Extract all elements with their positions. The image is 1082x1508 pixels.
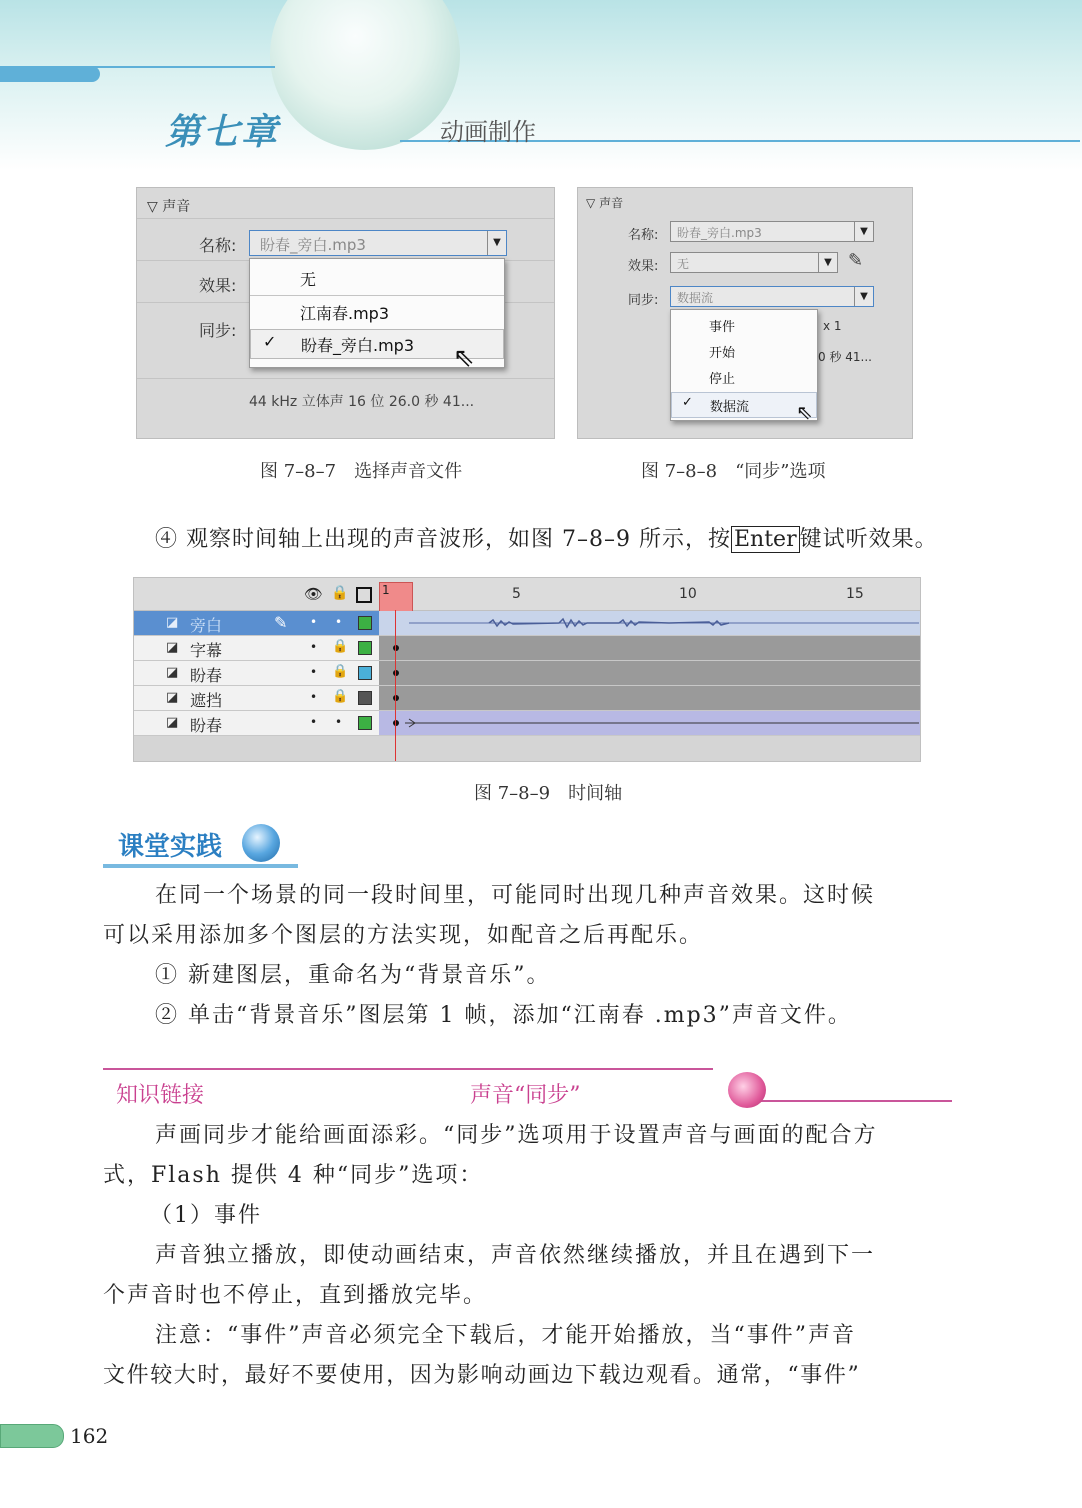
layer-name: 盼春: [190, 716, 223, 735]
chevron-down-icon: ▽: [586, 196, 596, 210]
page-number-tab: [0, 1424, 64, 1448]
paragraph-line: 式，Flash 提供 4 种“同步”选项：: [103, 1163, 484, 1188]
knowledge-rule: [760, 1100, 952, 1102]
layer-frames[interactable]: [379, 661, 920, 685]
layer-name: 字幕: [190, 641, 223, 660]
layer-icon: ◪: [166, 715, 179, 730]
menu-item[interactable]: [671, 316, 817, 338]
step-1-text: ① 新建图层，重命名为“背景音乐”。: [155, 963, 551, 988]
timeline-header: [134, 578, 920, 611]
sound-info-partial: 0 秒 41...: [818, 350, 872, 364]
layer-frames[interactable]: [379, 686, 920, 710]
layer-color-swatch[interactable]: [358, 666, 372, 680]
knowledge-title: 知识链接: [116, 1083, 205, 1108]
effect-label: 效果:: [628, 259, 659, 274]
step-4-text: [155, 522, 938, 553]
layer-icon: ◪: [166, 690, 179, 705]
layer-row[interactable]: [134, 686, 920, 711]
sound-waveform: [409, 611, 919, 635]
timeline-panel: [133, 577, 921, 762]
eye-icon[interactable]: 👁: [304, 585, 324, 603]
paragraph-line: 个声音时也不停止，直到播放完毕。: [103, 1283, 488, 1308]
playhead-line: [395, 610, 396, 761]
section-title-practice: 课堂实践: [118, 832, 223, 862]
menu-item[interactable]: [671, 342, 817, 364]
layer-header[interactable]: [134, 611, 379, 635]
layer-row[interactable]: [134, 636, 920, 661]
paragraph-line: 文件较大时，最好不要使用，因为影响动画边下载边观看。通常，“事件”: [103, 1363, 861, 1388]
step-text: ④ 观察时间轴上出现的声音波形，如图 7–8–9 所示，按: [155, 527, 731, 552]
page-header: [0, 0, 1082, 170]
menu-item-label: 无: [300, 270, 317, 289]
keyframe[interactable]: [393, 645, 399, 651]
lock-icon[interactable]: 🔒: [332, 639, 349, 654]
checkmark-icon: ✓: [263, 332, 277, 351]
step-2-text: ② 单击“背景音乐”图层第 1 帧，添加“江南春 .mp3”声音文件。: [155, 1003, 852, 1028]
enter-key-label: Enter: [731, 526, 800, 553]
outline-icon[interactable]: [356, 587, 372, 603]
section-title: 声音: [599, 196, 624, 210]
lock-icon[interactable]: 🔒: [331, 585, 349, 601]
globe-decoration: [270, 0, 460, 150]
name-label: 名称:: [199, 236, 237, 255]
lock-icon[interactable]: 🔒: [332, 689, 349, 704]
layer-color-swatch[interactable]: [358, 691, 372, 705]
menu-item[interactable]: [671, 368, 817, 390]
select-value: 无: [677, 257, 690, 271]
figure-caption: 图 7–8–7 选择声音文件: [260, 461, 463, 482]
menu-item-label: 盼春_旁白.mp3: [301, 336, 415, 355]
paragraph-line: 声音独立播放，即使动画结束，声音依然继续播放，并且在遇到下一: [155, 1243, 876, 1268]
layer-name: 旁白: [190, 616, 223, 635]
frame-number: 5: [512, 586, 521, 602]
menu-separator: [250, 295, 504, 296]
select-value: 数据流: [677, 291, 714, 305]
section-underline: [103, 864, 298, 868]
playhead[interactable]: [379, 582, 413, 612]
section-header[interactable]: [147, 196, 190, 216]
step-text: 键试听效果。: [799, 527, 938, 552]
select-value: 盼春_旁白.mp3: [677, 226, 762, 240]
layer-frames[interactable]: [379, 611, 920, 635]
layer-row[interactable]: [134, 661, 920, 686]
divider: [137, 378, 554, 379]
paragraph-line: 注意：“事件”声音必须完全下载后，才能开始播放，当“事件”声音: [155, 1323, 856, 1348]
layer-color-swatch[interactable]: [358, 716, 372, 730]
menu-item[interactable]: [250, 267, 504, 291]
dropdown-arrow-icon: ▼: [487, 231, 506, 255]
figure-7-8-8-sound-panel: [577, 187, 913, 439]
checkmark-icon: ✓: [682, 395, 693, 410]
lock-dot[interactable]: •: [335, 715, 343, 729]
sync-select[interactable]: [670, 286, 874, 307]
layer-name: 遮挡: [190, 691, 223, 710]
repeat-count: x 1: [823, 319, 842, 333]
layer-color-swatch[interactable]: [358, 641, 372, 655]
frame-number: 1: [382, 583, 390, 597]
paragraph-line: 可以采用添加多个图层的方法实现，如配音之后再配乐。: [103, 923, 704, 948]
sound-name-select[interactable]: [249, 230, 507, 256]
figure-caption: 图 7–8–8 “同步”选项: [641, 461, 826, 482]
paragraph-line: 声画同步才能给画面添彩。“同步”选项用于设置声音与画面的配合方: [155, 1123, 878, 1148]
keyframe[interactable]: [393, 670, 399, 676]
layer-frames[interactable]: [379, 636, 920, 660]
lock-icon[interactable]: 🔒: [332, 664, 349, 679]
visibility-dot[interactable]: •: [310, 640, 318, 654]
section-header[interactable]: [586, 194, 623, 211]
subheading-event: （1）事件: [150, 1203, 262, 1228]
knowledge-subtitle: 声音“同步”: [470, 1083, 581, 1108]
frame-number: 10: [679, 586, 697, 602]
dropdown-arrow-icon: ▼: [854, 287, 873, 306]
select-value: 盼春_旁白.mp3: [260, 236, 366, 254]
figure-caption: 图 7–8–9 时间轴: [474, 783, 623, 804]
lock-dot[interactable]: •: [335, 615, 343, 629]
layer-header[interactable]: [134, 661, 379, 685]
knowledge-book-icon: [728, 1072, 766, 1108]
visibility-dot[interactable]: •: [310, 665, 318, 679]
menu-item-label: 江南春.mp3: [300, 304, 390, 323]
layer-header[interactable]: [134, 636, 379, 660]
layer-header[interactable]: [134, 686, 379, 710]
header-tab-decoration: [0, 66, 100, 82]
sync-label: 同步:: [199, 321, 237, 340]
dropdown-arrow-icon: ▼: [818, 253, 837, 272]
layer-row[interactable]: [134, 611, 920, 636]
effect-label: 效果:: [199, 276, 237, 295]
sound-name-select[interactable]: [670, 221, 874, 242]
menu-item-label: 数据流: [710, 400, 750, 415]
effect-select[interactable]: [670, 252, 838, 273]
layer-row[interactable]: [134, 711, 920, 736]
pencil-icon[interactable]: ✎: [848, 250, 864, 271]
frame-number: 15: [846, 586, 864, 602]
chevron-down-icon: ▽: [147, 199, 158, 215]
motion-tween-arrow: [399, 711, 919, 735]
menu-item-label: 停止: [709, 372, 736, 387]
menu-item-label: 事件: [709, 320, 736, 335]
globe-icon: [242, 824, 280, 862]
pencil-icon: ✎: [274, 613, 288, 632]
layer-color-swatch[interactable]: [358, 616, 372, 630]
figure-7-8-7-sound-panel: [136, 187, 555, 439]
layer-header[interactable]: [134, 711, 379, 735]
chapter-number: 第七章: [165, 111, 280, 153]
mouse-cursor-icon: ⇖: [796, 400, 813, 424]
layer-frames[interactable]: [379, 711, 920, 735]
sound-info: 44 kHz 立体声 16 位 26.0 秒 41...: [249, 394, 475, 410]
chapter-title: 动画制作: [440, 118, 536, 146]
divider: [137, 218, 554, 219]
menu-item[interactable]: [250, 301, 504, 325]
visibility-dot[interactable]: •: [310, 690, 318, 704]
section-title: 声音: [162, 199, 191, 215]
page-number: 162: [70, 1424, 109, 1448]
layer-icon: ◪: [166, 615, 179, 630]
visibility-dot[interactable]: •: [310, 715, 318, 729]
dropdown-arrow-icon: ▼: [854, 222, 873, 241]
mouse-cursor-icon: ⇖: [453, 343, 475, 373]
menu-item-label: 开始: [709, 346, 736, 361]
layer-icon: ◪: [166, 665, 179, 680]
layer-icon: ◪: [166, 640, 179, 655]
layer-name: 盼春: [190, 666, 223, 685]
knowledge-rule: [103, 1068, 713, 1070]
keyframe[interactable]: [393, 695, 399, 701]
visibility-dot[interactable]: •: [310, 615, 318, 629]
name-label: 名称:: [628, 228, 659, 243]
paragraph-line: 在同一个场景的同一段时间里，可能同时出现几种声音效果。这时候: [155, 883, 876, 908]
sync-label: 同步:: [628, 293, 659, 308]
